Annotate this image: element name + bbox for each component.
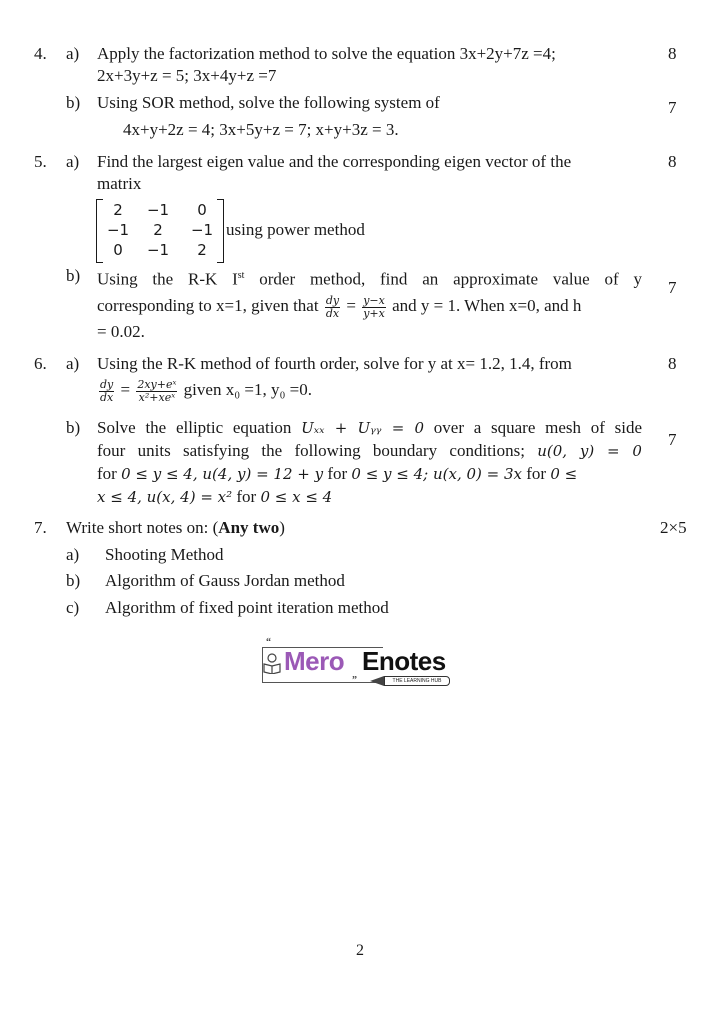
- question-text: Using SOR method, solve the following system of: [97, 93, 440, 112]
- numerator: dy: [325, 293, 340, 307]
- numerator: y−x: [363, 293, 385, 307]
- math-expression: 0 ≤ y ≤ 4; u(x, 0) = 3x: [351, 465, 523, 483]
- denominator: x²+xeˣ: [138, 390, 176, 404]
- math-expression: Uₓₓ + Uᵧᵧ = 0: [301, 419, 425, 437]
- part-label: b): [66, 266, 81, 285]
- question-text: Apply the factorization method to solve the equation 3x+2y+7z =4;: [97, 44, 556, 63]
- math-expression: x ≤ 4, u(x, 4) = x²: [97, 488, 233, 506]
- text-segment: and y = 1. When x=0, and h: [387, 296, 582, 315]
- marks: 8: [668, 44, 677, 63]
- marks: 8: [668, 152, 677, 171]
- question-text: [97, 487, 332, 507]
- superscript: st: [237, 270, 245, 281]
- text-segment: corresponding to x=1, given that: [97, 296, 323, 315]
- marks: 7: [668, 98, 677, 117]
- question-text: [97, 441, 642, 461]
- question-text: [97, 377, 312, 404]
- equals-sign: =: [342, 296, 361, 315]
- denominator: dx: [325, 306, 340, 320]
- question-text: [97, 418, 642, 438]
- marks: 2×5: [660, 518, 687, 537]
- reader-book-icon: [262, 652, 282, 674]
- text-segment: four units satisfying the following boundary conditions;: [97, 441, 538, 460]
- question-number: 4.: [34, 44, 47, 63]
- logo-word-enotes: Enotes: [362, 646, 446, 676]
- question-text: = 0.02.: [97, 322, 145, 341]
- text-segment: for: [323, 464, 352, 483]
- emphasis: Any two: [218, 518, 280, 537]
- part-label: a): [66, 152, 80, 171]
- pencil-icon: [370, 676, 384, 686]
- denominator: y+x: [363, 306, 385, 320]
- question-number: 6.: [34, 354, 47, 373]
- part-label: a): [66, 354, 80, 373]
- part-label: b): [66, 571, 81, 590]
- note-item: Algorithm of fixed point iteration method: [105, 598, 389, 617]
- math-expression: 0 ≤ x ≤ 4: [260, 488, 333, 506]
- numerator: dy: [100, 377, 114, 391]
- question-text: [97, 266, 642, 290]
- logo-tagline: THE LEARNING HUB: [384, 676, 450, 686]
- question-text: matrix: [97, 174, 142, 193]
- question-text: Find the largest eigen value and the corresponding eigen vector of the: [97, 152, 572, 171]
- matrix-cell: 2: [153, 221, 163, 239]
- page-number: 2: [356, 942, 364, 959]
- mero-enotes-logo: [258, 637, 458, 687]
- denominator: dx: [100, 390, 114, 404]
- note-item: Algorithm of Gauss Jordan method: [105, 571, 345, 590]
- text-segment: for: [232, 487, 261, 506]
- fraction: [325, 295, 340, 320]
- text-segment: over a square mesh of side: [424, 418, 642, 437]
- matrix-cell: 0: [113, 241, 123, 259]
- question-number: 5.: [34, 152, 47, 171]
- part-label: b): [66, 93, 81, 112]
- math-expression: 0 ≤ y ≤ 4, u(4, y) = 12 + y: [121, 465, 324, 483]
- part-label: c): [66, 598, 80, 617]
- math-expression: u(0, y) = 0: [537, 442, 642, 460]
- note-item: Shooting Method: [105, 545, 224, 564]
- question-text: Using the R-K method of fourth order, solve for y at x= 1.2, 1.4, from: [97, 354, 572, 373]
- part-label: b): [66, 418, 81, 437]
- question-text: [97, 293, 581, 320]
- text-segment: ): [279, 518, 285, 537]
- fraction: [99, 379, 114, 404]
- question-text: [66, 518, 285, 538]
- matrix: [96, 199, 224, 261]
- text-segment: given x₀ =1, y₀ =0.: [179, 380, 312, 399]
- text-segment: order method, find an approximate value of y: [244, 269, 642, 289]
- text-segment: Solve the elliptic equation: [97, 418, 302, 437]
- question-text: 2x+3y+z = 5; 3x+4y+z =7: [97, 66, 277, 85]
- fraction: [136, 379, 177, 404]
- marks: 8: [668, 354, 677, 373]
- text-segment: Write short notes on: (: [66, 518, 219, 537]
- text-segment: for: [522, 464, 551, 483]
- matrix-cell: −1: [190, 221, 214, 239]
- matrix-cell: −1: [146, 201, 170, 219]
- matrix-cell: −1: [106, 221, 130, 239]
- text-segment: Using the R-K I: [97, 269, 238, 289]
- numerator: 2xy+eˣ: [137, 377, 177, 391]
- matrix-cell: 2: [113, 201, 123, 219]
- text-segment: for: [97, 464, 122, 483]
- quote-close-icon: ”: [352, 675, 357, 686]
- question-text: using power method: [226, 220, 365, 239]
- matrix-cell: −1: [146, 241, 170, 259]
- quote-open-icon: “: [266, 637, 271, 648]
- matrix-cell: 2: [197, 241, 207, 259]
- equals-sign: =: [116, 380, 135, 399]
- equation-system: 4x+y+2z = 4; 3x+5y+z = 7; x+y+3z = 3.: [123, 120, 399, 139]
- fraction: [362, 295, 386, 320]
- part-label: a): [66, 44, 80, 63]
- math-expression: 0 ≤: [550, 465, 578, 483]
- part-label: a): [66, 545, 80, 564]
- logo-word-mero: Mero: [284, 646, 345, 676]
- question-text: [97, 464, 577, 484]
- question-number: 7.: [34, 518, 47, 537]
- matrix-cell: 0: [197, 201, 207, 219]
- marks: 7: [668, 430, 677, 449]
- marks: 7: [668, 278, 677, 297]
